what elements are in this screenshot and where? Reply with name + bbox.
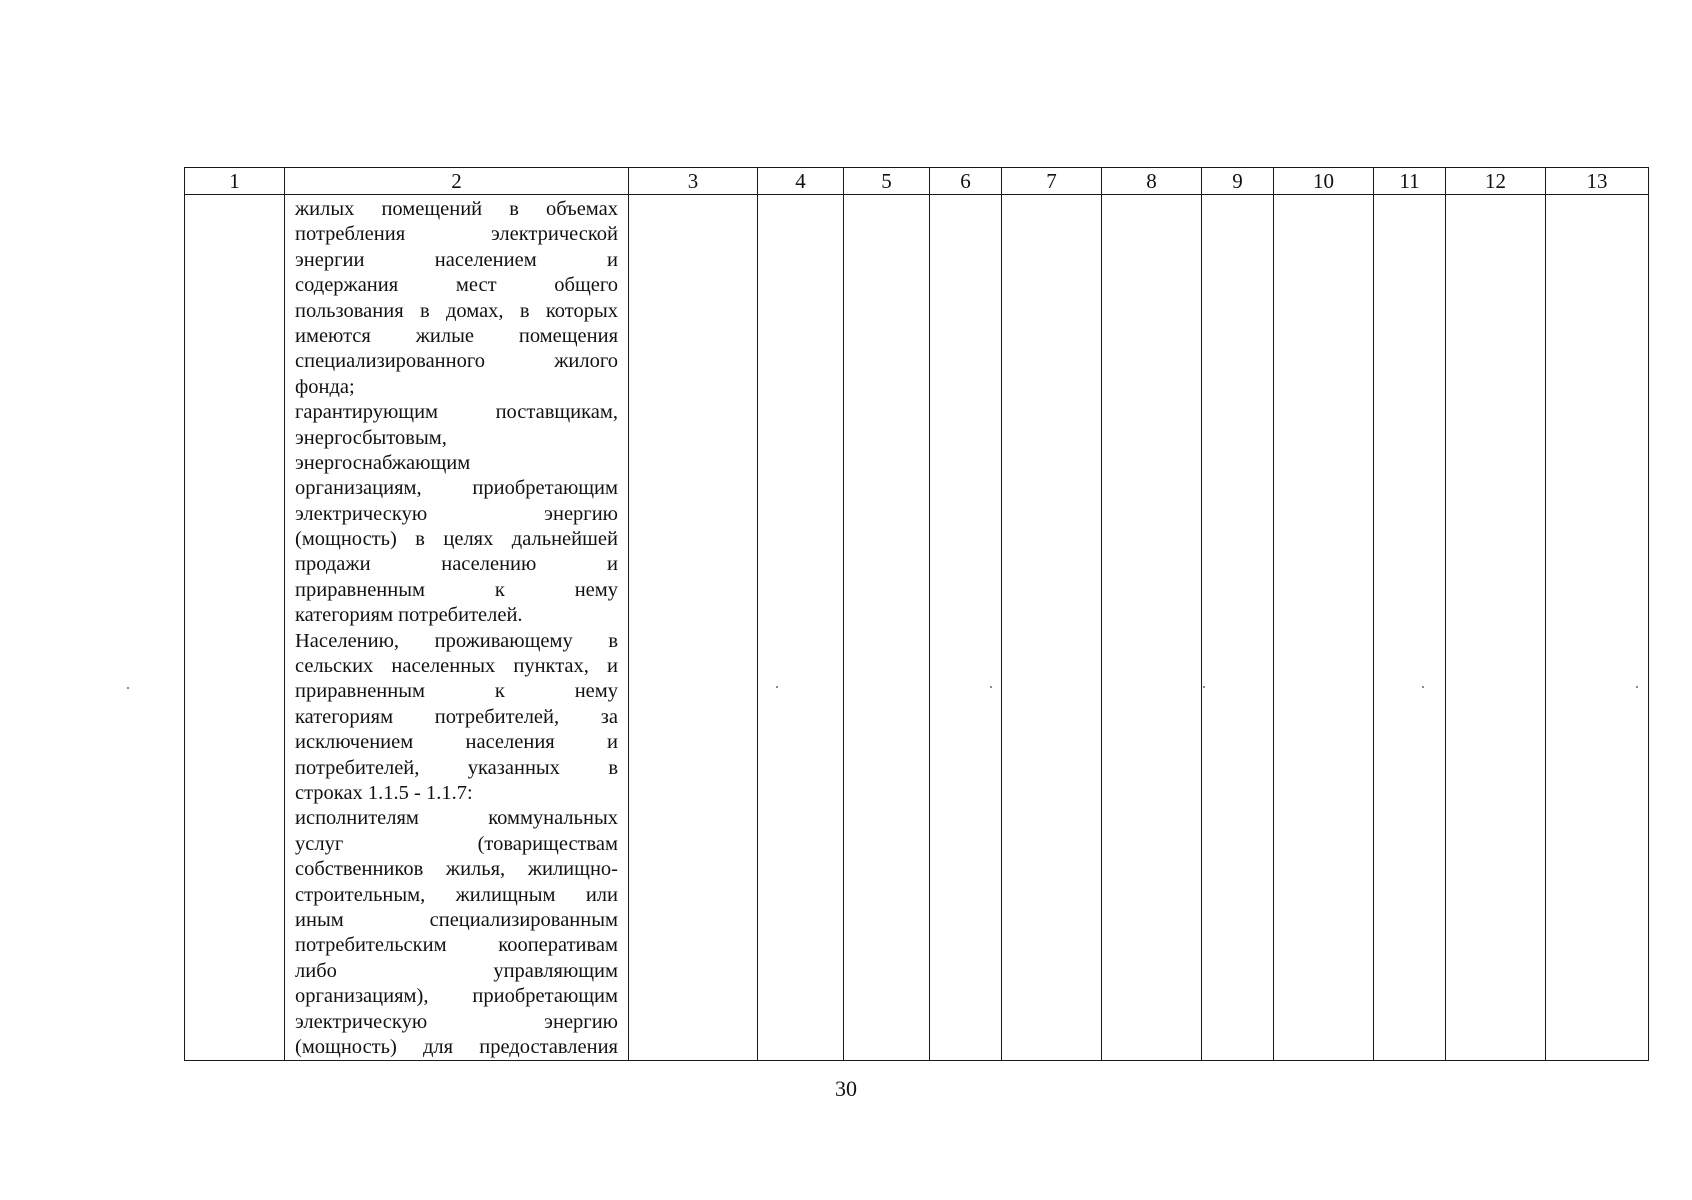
text-line: содержания мест общего	[295, 274, 618, 297]
text-line: (мощность) для предоставления	[295, 1035, 618, 1058]
table-cell-col-4	[758, 195, 844, 1061]
scan-speck	[1636, 686, 1638, 688]
text-line: продажи населению и	[295, 553, 618, 576]
text-line: (мощность) в целях дальнейшей	[295, 528, 618, 551]
text-line: энергосбытовым,	[295, 426, 447, 449]
column-header: 1	[185, 168, 285, 195]
text-line: услуг (товариществам	[295, 832, 618, 855]
text-line: организациям, приобретающим	[295, 477, 618, 500]
text-line: строках 1.1.5 - 1.1.7:	[295, 781, 473, 804]
table-cell-col-6	[930, 195, 1002, 1061]
text-line: электрическую энергию	[295, 1010, 618, 1033]
column-header: 8	[1102, 168, 1202, 195]
scan-speck	[1422, 686, 1424, 688]
text-line: Населению, проживающему в	[295, 629, 618, 652]
scan-speck	[127, 687, 129, 689]
page-number: 30	[835, 1076, 857, 1101]
text-line: иным специализированным	[295, 908, 618, 931]
table-cell-col-7	[1002, 195, 1102, 1061]
table-cell-col-1	[185, 195, 285, 1061]
table-cell-col-13	[1546, 195, 1649, 1061]
text-line: приравненным к нему	[295, 578, 618, 601]
column-header: 13	[1546, 168, 1649, 195]
text-line: категориям потребителей.	[295, 604, 523, 627]
text-line: либо управляющим	[295, 959, 618, 982]
text-line: сельских населенных пунктах, и	[295, 655, 618, 678]
text-line: специализированного жилого	[295, 350, 618, 373]
data-table	[184, 167, 1649, 1061]
column-header: 9	[1202, 168, 1274, 195]
table-cell-col-9	[1202, 195, 1274, 1061]
column-header: 2	[285, 168, 629, 195]
text-line: электрическую энергию	[295, 502, 618, 525]
text-line: исключением населения и	[295, 731, 618, 754]
text-line: пользования в домах, в которых	[295, 299, 618, 322]
column-header: 11	[1374, 168, 1446, 195]
table-cell-col-3	[629, 195, 758, 1061]
text-line: исполнителям коммунальных	[295, 807, 618, 830]
text-line: категориям потребителей, за	[295, 705, 618, 728]
scan-speck	[990, 686, 992, 688]
table-cell-col-8	[1102, 195, 1202, 1061]
table-cell-col-12	[1446, 195, 1546, 1061]
text-line: гарантирующим поставщикам,	[295, 401, 618, 424]
text-line: потребительским кооперативам	[295, 934, 618, 957]
column-header: 4	[758, 168, 844, 195]
table-header-row	[185, 168, 1649, 195]
text-line: потребления электрической	[295, 223, 618, 246]
scan-speck	[776, 686, 778, 688]
text-line: организациям), приобретающим	[295, 985, 618, 1008]
text-line: строительным, жилищным или	[295, 883, 618, 906]
scan-speck	[1203, 686, 1205, 688]
text-line: собственников жилья, жилищно-	[295, 858, 618, 881]
column-header: 10	[1274, 168, 1374, 195]
text-line: потребителей, указанных в	[295, 756, 618, 779]
row-description-text	[285, 195, 628, 1060]
text-line: жилых помещений в объемах	[295, 198, 618, 220]
text-line: приравненным к нему	[295, 680, 618, 703]
table-cell-col-5	[844, 195, 930, 1061]
column-header: 7	[1002, 168, 1102, 195]
text-line: энергоснабжающим	[295, 451, 471, 474]
table-cell-col-11	[1374, 195, 1446, 1061]
table-cell-col-2	[285, 195, 629, 1061]
column-header: 5	[844, 168, 930, 195]
text-line: фонда;	[295, 375, 355, 398]
table-cell-col-10	[1274, 195, 1374, 1061]
column-header: 6	[930, 168, 1002, 195]
table-row	[185, 195, 1649, 1061]
text-line: энергии населением и	[295, 248, 618, 271]
column-header: 12	[1446, 168, 1546, 195]
column-header: 3	[629, 168, 758, 195]
text-line: имеются жилые помещения	[295, 324, 618, 347]
